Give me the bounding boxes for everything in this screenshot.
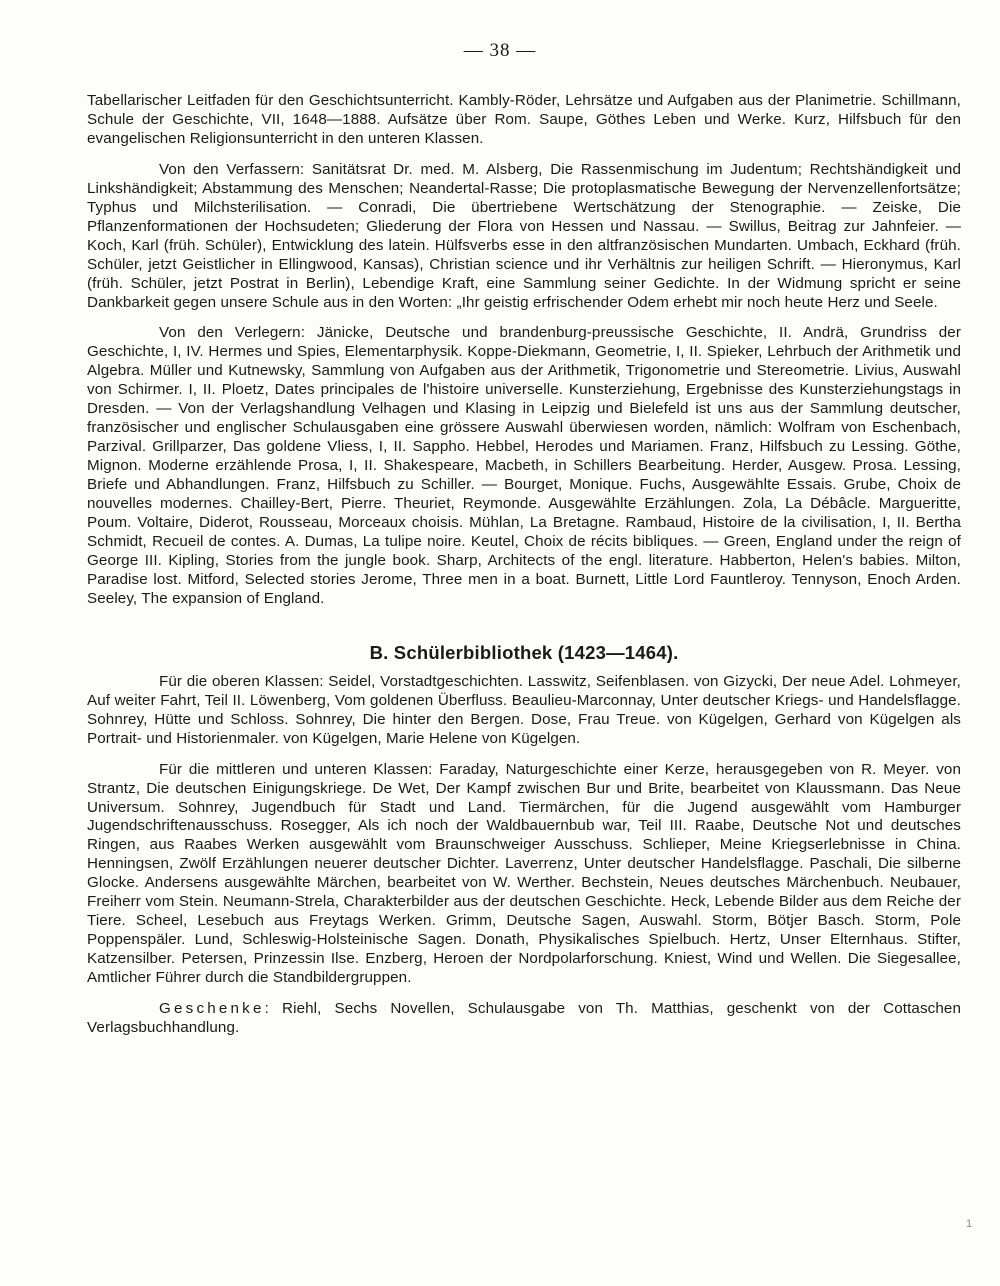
gifts-text: : Riehl, Sechs Novellen, Schulausgabe von Th. Matthias, geschenkt von der Cottaschen Verlagsbuchhandlung.: [87, 1000, 961, 1036]
paragraph-middle-lower-classes: Für die mittleren und unteren Klassen: Faraday, Naturgeschichte einer Kerze, herausgegeben von R. Meyer. von Strantz, Die deutschen Einigungskriege. De Wet, Der Kampf zwischen Bur und Brite, bearbeitet von Klaussmann. Das Neue Universum. Sohnrey, Jugendbuch für Stadt und Land. Tiermärchen, für die Jugend ausgewählt vom Hamburger Jugendschriftenausschuss. Rosegger, Als ich noch der Waldbauernbub war, Teil III. Raabe, Deutsche Not und deutsches Ringen, aus Raabes Werken ausgewählt vom Braunschweiger Ausschuss. Schlieper, Meine Kriegserlebnisse in China. Henningsen, Zwölf Erzählungen neuerer deutscher Dichter. Laverrenz, Unter deutscher Handelsflagge. Paschali, Die silberne Glocke. Andersens ausgewählte Märchen, bearbeitet von W. Werther. Bechstein, Neues deutsches Märchenbuch. Neubauer, Freiherr vom Stein. Neumann-Strela, Charakterbilder aus der deutschen Geschichte. Heck, Lebende Bilder aus dem Reiche der Tiere. Scheel, Lesebuch aus Freytags Werken. Grimm, Deutsche Sagen, Auswahl. Storm, Bötjer Basch. Storm, Pole Poppenspäler. Lund, Schleswig-Holsteinische Sagen. Donath, Physikalisches Spielbuch. Hertz, Unser Elternhaus. Stifter, Katzensilber. Petersen, Prinzessin Ilse. Enzberg, Heroen der Nordpolarforschung. Kniest, Wind und Wellen. Die Siegesallee, Amtlicher Führer durch die Standbildergruppen.: [87, 760, 961, 987]
gifts-label: Geschenke: [159, 1000, 265, 1018]
paragraph-from-authors: Von den Verfassern: Sanitätsrat Dr. med. M. Alsberg, Die Rassenmischung im Judentum; Rechtshändigkeit und Linkshändigkeit; Abstammung des Menschen; Neandertal-Rasse; Die protoplasmatische Bewegung der Nervenzellenfortsätze; Typhus und Milchsterilisation. — Conradi, Die übertriebene Wertschätzung der Stenographie. — Zeiske, Die Pflanzenformationen der Hochsudeten; Gliederung der Flora von Hessen und Nassau. — Swillus, Beitrag zur Jahnfeier. — Koch, Karl (früh. Schüler), Entwicklung des latein. Hülfsverbs esse in den altfranzösischen Mundarten. Umbach, Eckhard (früh. Schüler, jetzt Geistlicher in Ellingwood, Kansas), Christian science und ihr Verhältnis zur heiligen Schrift. — Hieronymus, Karl (früh. Schüler, jetzt Postrat in Berlin), Lebendige Kraft, eine Sammlung seiner Gedichte. In der Widmung spricht er seine Dankbarkeit gegen unsere Schule aus in den Worten: „Ihr geistig erfrischender Odem erhebt mir noch heute Herz und Seele.: [87, 160, 961, 311]
paragraph-from-publishers: Von den Verlegern: Jänicke, Deutsche und brandenburg-preussische Geschichte, II. Andrä, Grundriss der Geschichte, I, IV. Hermes und Spies, Elementarphysik. Koppe-Diekmann, Geometrie, I, II. Spieker, Lehrbuch der Arithmetik und Algebra. Müller und Kutnewsky, Sammlung von Aufgaben aus der Arithmetik, Trigonometrie und Stereometrie. Livius, Auswahl von Schirmer. I, II. Ploetz, Dates principales de l'histoire universelle. Kunsterziehung, Ergebnisse des Kunsterziehungstags in Dresden. — Von der Verlagshandlung Velhagen und Klasing in Leipzig und Bielefeld ist uns aus der Sammlung deutscher, französischer und englischer Schulausgaben eine grössere Auswahl überwiesen worden, nämlich: Wolfram von Eschenbach, Parzival. Grillparzer, Das goldene Vliess, I, II. Sappho. Hebbel, Herodes und Mariamen. Franz, Hilfsbuch zu Lessing. Göthe, Mignon. Moderne erzählende Prosa, I, II. Shakespeare, Macbeth, in Schillers Bearbeitung. Herder, Ausgew. Prosa. Lessing, Briefe und Abhandlungen. Franz, Hilfsbuch zu Schiller. — Bourget, Monique. Fuchs, Ausgewählte Essais. Grube, Choix de nouvelles modernes. Chailley-Bert, Pierre. Theuriet, Reymonde. Ausgewählte Erzählungen. Zola, La Débâcle. Margueritte, Poum. Voltaire, Diderot, Rousseau, Morceaux choisis. Mühlan, La Bretagne. Rambaud, Histoire de la civilisation, I, II. Bertha Schmidt, Recueil de contes. A. Dumas, La tulipe noire. Keutel, Choix de récits bibliques. — Green, England under the reign of George III. Kipling, Stories from the jungle book. Sharp, Architects of the engl. literature. Habberton, Helen's babies. Milton, Paradise lost. Mitford, Selected stories Jerome, Three men in a boat. Burnett, Little Lord Fauntleroy. Tennyson, Enoch Arden. Seeley, The expansion of England.: [87, 324, 961, 607]
page-number: — 38 —: [463, 40, 537, 61]
paragraph-textbooks: Tabellarischer Leitfaden für den Geschichtsunterricht. Kambly-Röder, Lehrsätze und Aufgaben aus der Planimetrie. Schillmann, Schule der Geschichte, VII, 1648—1888. Aufsätze über Rom. Saupe, Göthes Leben und Werke. Kurz, Hilfsbuch für den evangelischen Religionsunterricht in den unteren Klassen.: [87, 92, 961, 147]
paragraph-upper-classes: Für die oberen Klassen: Seidel, Vorstadtgeschichten. Lasswitz, Seifenblasen. von Gizycki, Der neue Adel. Lohmeyer, Auf weiter Fahrt, Teil II. Löwenberg, Vom goldenen Überfluss. Beaulieu-Marconnay, Unter deutscher Kriegs- und Handelsflagge. Sohnrey, Hütte und Schloss. Sohnrey, Die hinter den Bergen. Dose, Frau Treue. von Kügelgen, Gerhard von Kügelgen als Portrait- und Historienmaler. von Kügelgen, Marie Helene von Kügelgen.: [87, 672, 961, 747]
bottom-corner-mark: 1: [966, 1218, 973, 1230]
paragraph-gifts: [87, 1000, 961, 1038]
section-heading-schuelerbibliothek: B. Schülerbibliothek (1423—1464).: [369, 641, 679, 663]
page-content: [87, 92, 961, 1038]
